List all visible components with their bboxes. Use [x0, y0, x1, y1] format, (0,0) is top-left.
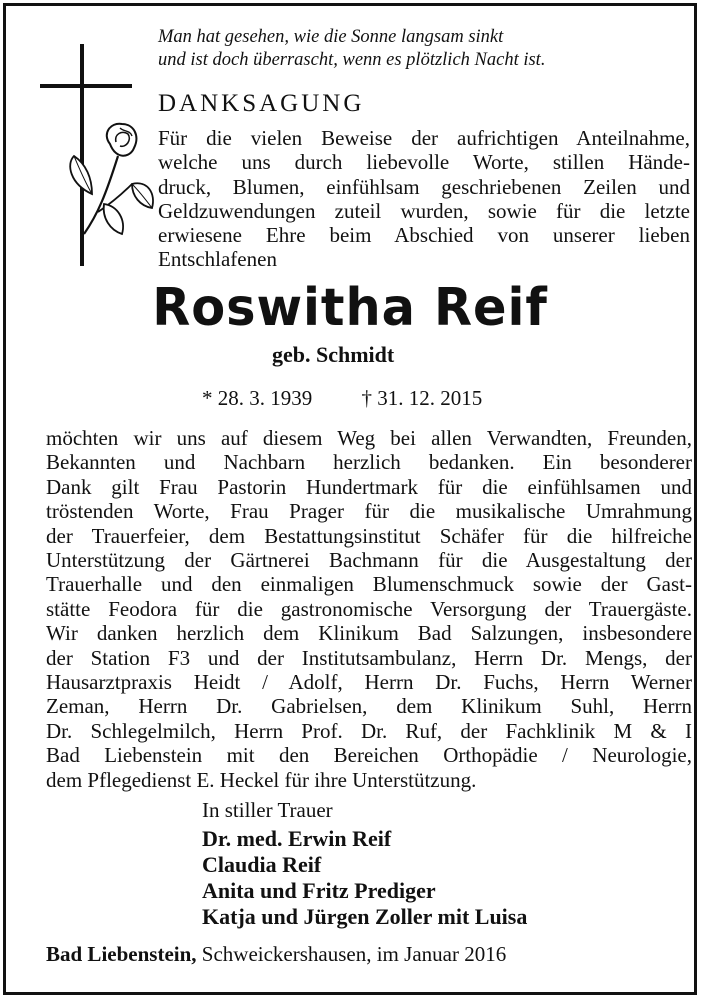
body-line: Dr. Schlegelmilch, Herrn Prof. Dr. Ruf, der Fachklinik M & I [46, 718, 692, 743]
signer: Dr. med. Erwin Reif [202, 826, 392, 851]
body-line: Bekannten und Nachbarn herzlich bedanken. Ein besonderer [46, 450, 692, 475]
quote-line: Man hat gesehen, wie die Sonne langsam sinkt [158, 27, 504, 47]
body-line: Zeman, Herrn Dr. Gabrielsen, dem Klinikum Suhl, Herrn [46, 694, 692, 719]
mourning-phrase: In stiller Trauer [202, 798, 333, 822]
body-line: möchten wir uns auf diesem Weg bei allen Verwandten, Freunden, [46, 426, 692, 450]
epigraph-quote [158, 26, 678, 72]
body-line: Wir danken herzlich dem Klinikum Bad Salzungen, insbesondere [46, 621, 692, 646]
body-line: Trauerhalle und den einmaligen Blumenschmuck sowie der Gast- [46, 572, 692, 597]
intro-line: Geldzuwendungen zuteil wurden, sowie für die letzte [158, 198, 690, 223]
life-dates [202, 386, 482, 411]
intro-line: Für die vielen Beweise der aufrichtigen Anteilnahme, [158, 126, 690, 150]
cross-with-rose-icon [40, 44, 160, 266]
body-line: der Trauerfeier, dem Bestattungsinstitut Schäfer für die hilfreiche [46, 523, 692, 548]
birth-name: geb. Schmidt [272, 342, 395, 367]
intro-paragraph [158, 126, 690, 272]
body-line: tröstenden Worte, Frau Prager für die musikalische Umrahmung [46, 499, 692, 524]
body-line: stätte Feodora für die gastronomische Versorgung der Trauergäste. [46, 596, 692, 621]
signer: Katja und Jürgen Zoller mit Luisa [202, 904, 528, 929]
body-line: der Station F3 und der Institutsambulanz, Herrn Dr. Mengs, der [46, 645, 692, 670]
place-date-rest: Schweickershausen, im Januar 2016 [196, 942, 507, 966]
heading-danksagung: DANKSAGUNG [158, 90, 365, 117]
body-line: Bad Liebenstein mit den Bereichen Orthopädie / Neurologie, [46, 743, 692, 768]
obituary-notice [3, 3, 697, 995]
death-date: † 31. 12. 2015 [361, 386, 483, 410]
body-line: Unterstützung der Gärtnerei Bachmann für die Ausgestaltung der [46, 548, 692, 573]
body-line: dem Pflegedienst E. Heckel für ihre Unterstützung. [46, 767, 477, 792]
intro-line: Entschlafenen [158, 247, 277, 272]
place-bold: Bad Liebenstein, [46, 942, 197, 966]
signers-list [202, 826, 527, 930]
intro-line: erwiesene Ehre beim Abschied von unserer lieben [158, 223, 690, 248]
place-and-date [46, 942, 506, 967]
quote-line: und ist doch überrascht, wenn es plötzlich Nacht ist. [158, 50, 546, 70]
body-line: Dank gilt Frau Pastorin Hundertmark für die einfühlsamen und [46, 474, 692, 499]
intro-line: welche uns durch liebevolle Worte, stillen Hände- [158, 150, 690, 175]
intro-line: druck, Blumen, einfühlsam geschriebenen Zeilen und [158, 174, 690, 199]
body-line: Hausarztpraxis Heidt / Adolf, Herrn Dr. Fuchs, Herrn Werner [46, 670, 692, 695]
deceased-name: Roswitha Reif [152, 278, 548, 338]
signer: Anita und Fritz Prediger [202, 878, 436, 903]
signer: Claudia Reif [202, 852, 322, 877]
thanks-paragraph [46, 426, 692, 792]
birth-date: * 28. 3. 1939 [202, 386, 313, 410]
